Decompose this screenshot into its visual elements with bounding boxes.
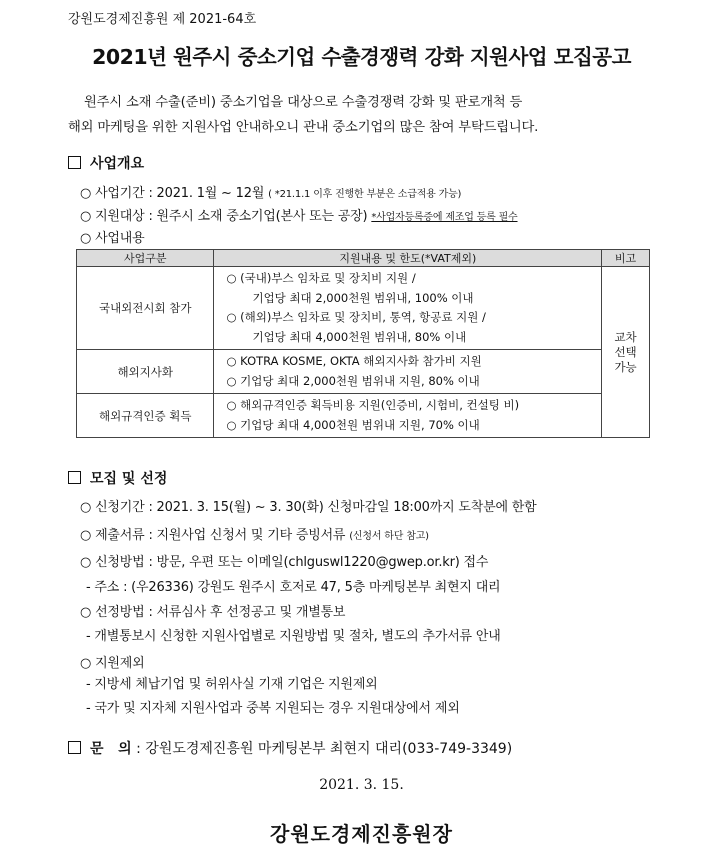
header-note: 비고 [602, 250, 650, 267]
overview-target-note: *사업자등록증에 제조업 등록 필수 [371, 212, 518, 223]
intro-line-2: 해외 마케팅을 위한 지원사업 안내하오니 관내 중소기업의 많은 참여 부탁드립니다. [68, 120, 539, 135]
header-content: 지원내용 및 한도(*VAT제외) [214, 250, 602, 267]
table-row [77, 394, 650, 438]
recruit-exclusion-1: - 지방세 체납기업 및 허위사실 기재 기업은 지원제외 [86, 677, 378, 692]
contact-line [68, 738, 512, 758]
support-table [76, 249, 650, 438]
recruit-address: - 주소 : (우26336) 강원도 원주시 호저로 47, 5층 마케팅본부 최현지 대리 [86, 580, 501, 595]
overview-heading [68, 153, 144, 173]
row-category: 국내외전시회 참가 [77, 267, 214, 350]
recruit-docs-text: ○ 제출서류 : 지원사업 신청서 및 기타 증빙서류 [80, 528, 350, 543]
row-line: ○ (국내)부스 임차료 및 장치비 지원 / [226, 271, 416, 285]
row-line: 기업당 최대 2,000천원 범위내, 100% 이내 [252, 290, 474, 305]
recruit-selection: ○ 선정방법 : 서류심사 후 선정공고 및 개별통보 [80, 605, 346, 620]
table-row [77, 350, 650, 394]
table-header-row [77, 250, 650, 267]
checkbox-square-icon [68, 741, 81, 754]
overview-content: ○ 사업내용 [80, 231, 145, 246]
row-content [214, 267, 602, 350]
row-line: ○ KOTRA KOSME, OKTA 해외지사화 참가비 지원 [226, 354, 482, 368]
row-line: ○ 해외규격인증 획득비용 지원(인증비, 시험비, 컨설팅 비) [226, 398, 520, 412]
row-content [214, 350, 602, 394]
overview-target [80, 205, 518, 224]
row-line: ○ (해외)부스 임차료 및 장치비, 통역, 항공료 지원 / [226, 310, 486, 324]
recruit-heading-text: 모집 및 선정 [90, 471, 168, 487]
document-number: 강원도경제진흥원 제 2021-64호 [68, 12, 257, 27]
notice-title: 2021년 원주시 중소기업 수출경쟁력 강화 지원사업 모집공고 [92, 45, 631, 69]
row-content [214, 394, 602, 438]
recruit-exclusion: ○ 지원제외 [80, 656, 145, 671]
checkbox-square-icon [68, 471, 81, 484]
checkbox-square-icon [68, 156, 81, 169]
row-line: 기업당 최대 4,000천원 범위내, 80% 이내 [252, 329, 467, 344]
overview-period-note: ( *21.1.1 이후 진행한 부분은 소급적용 가능) [268, 189, 462, 200]
contact-text: : 강원도경제진흥원 마케팅본부 최현지 대리(033-749-3349) [131, 741, 513, 757]
notice-date: 2021. 3. 15. [319, 777, 404, 793]
table-row [77, 267, 650, 350]
overview-period [80, 182, 461, 201]
row-note [602, 267, 650, 438]
row-category: 해외규격인증 획득 [77, 394, 214, 438]
recruit-individual: - 개별통보시 신청한 지원사업별로 지원방법 및 절차, 별도의 추가서류 안내 [86, 629, 501, 644]
contact-heading: 문 의 [90, 741, 132, 757]
row-line: ○ 기업당 최대 2,000천원 범위내 지원, 80% 이내 [226, 373, 480, 388]
note-line: 선택 [614, 344, 637, 359]
overview-period-text: ○ 사업기간 : 2021. 1월 ~ 12월 [80, 186, 269, 201]
recruit-heading [68, 468, 167, 488]
note-line: 교차 [614, 329, 637, 344]
row-category: 해외지사화 [77, 350, 214, 394]
recruit-period: ○ 신청기간 : 2021. 3. 15(월) ~ 3. 30(화) 신청마감일 18:00까지 도착분에 한함 [80, 500, 537, 515]
signer: 강원도경제진흥원장 [270, 822, 453, 846]
header-category: 사업구분 [77, 250, 214, 267]
note-line: 가능 [614, 359, 637, 374]
overview-heading-text: 사업개요 [90, 156, 145, 172]
recruit-docs [80, 524, 429, 543]
recruit-exclusion-2: - 국가 및 지자체 지원사업과 중복 지원되는 경우 지원대상에서 제외 [86, 701, 460, 716]
intro-line-1: 원주시 소재 수출(준비) 중소기업을 대상으로 수출경쟁력 강화 및 판로개척 등 [84, 95, 523, 110]
recruit-method: ○ 신청방법 : 방문, 우편 또는 이메일(chlguswl1220@gwep.or.kr) 접수 [80, 555, 489, 570]
recruit-docs-note: (신청서 하단 참고) [349, 531, 429, 542]
row-line: ○ 기업당 최대 4,000천원 범위내 지원, 70% 이내 [226, 417, 480, 432]
overview-target-text: ○ 지원대상 : 원주시 소재 중소기업(본사 또는 공장) [80, 209, 372, 224]
